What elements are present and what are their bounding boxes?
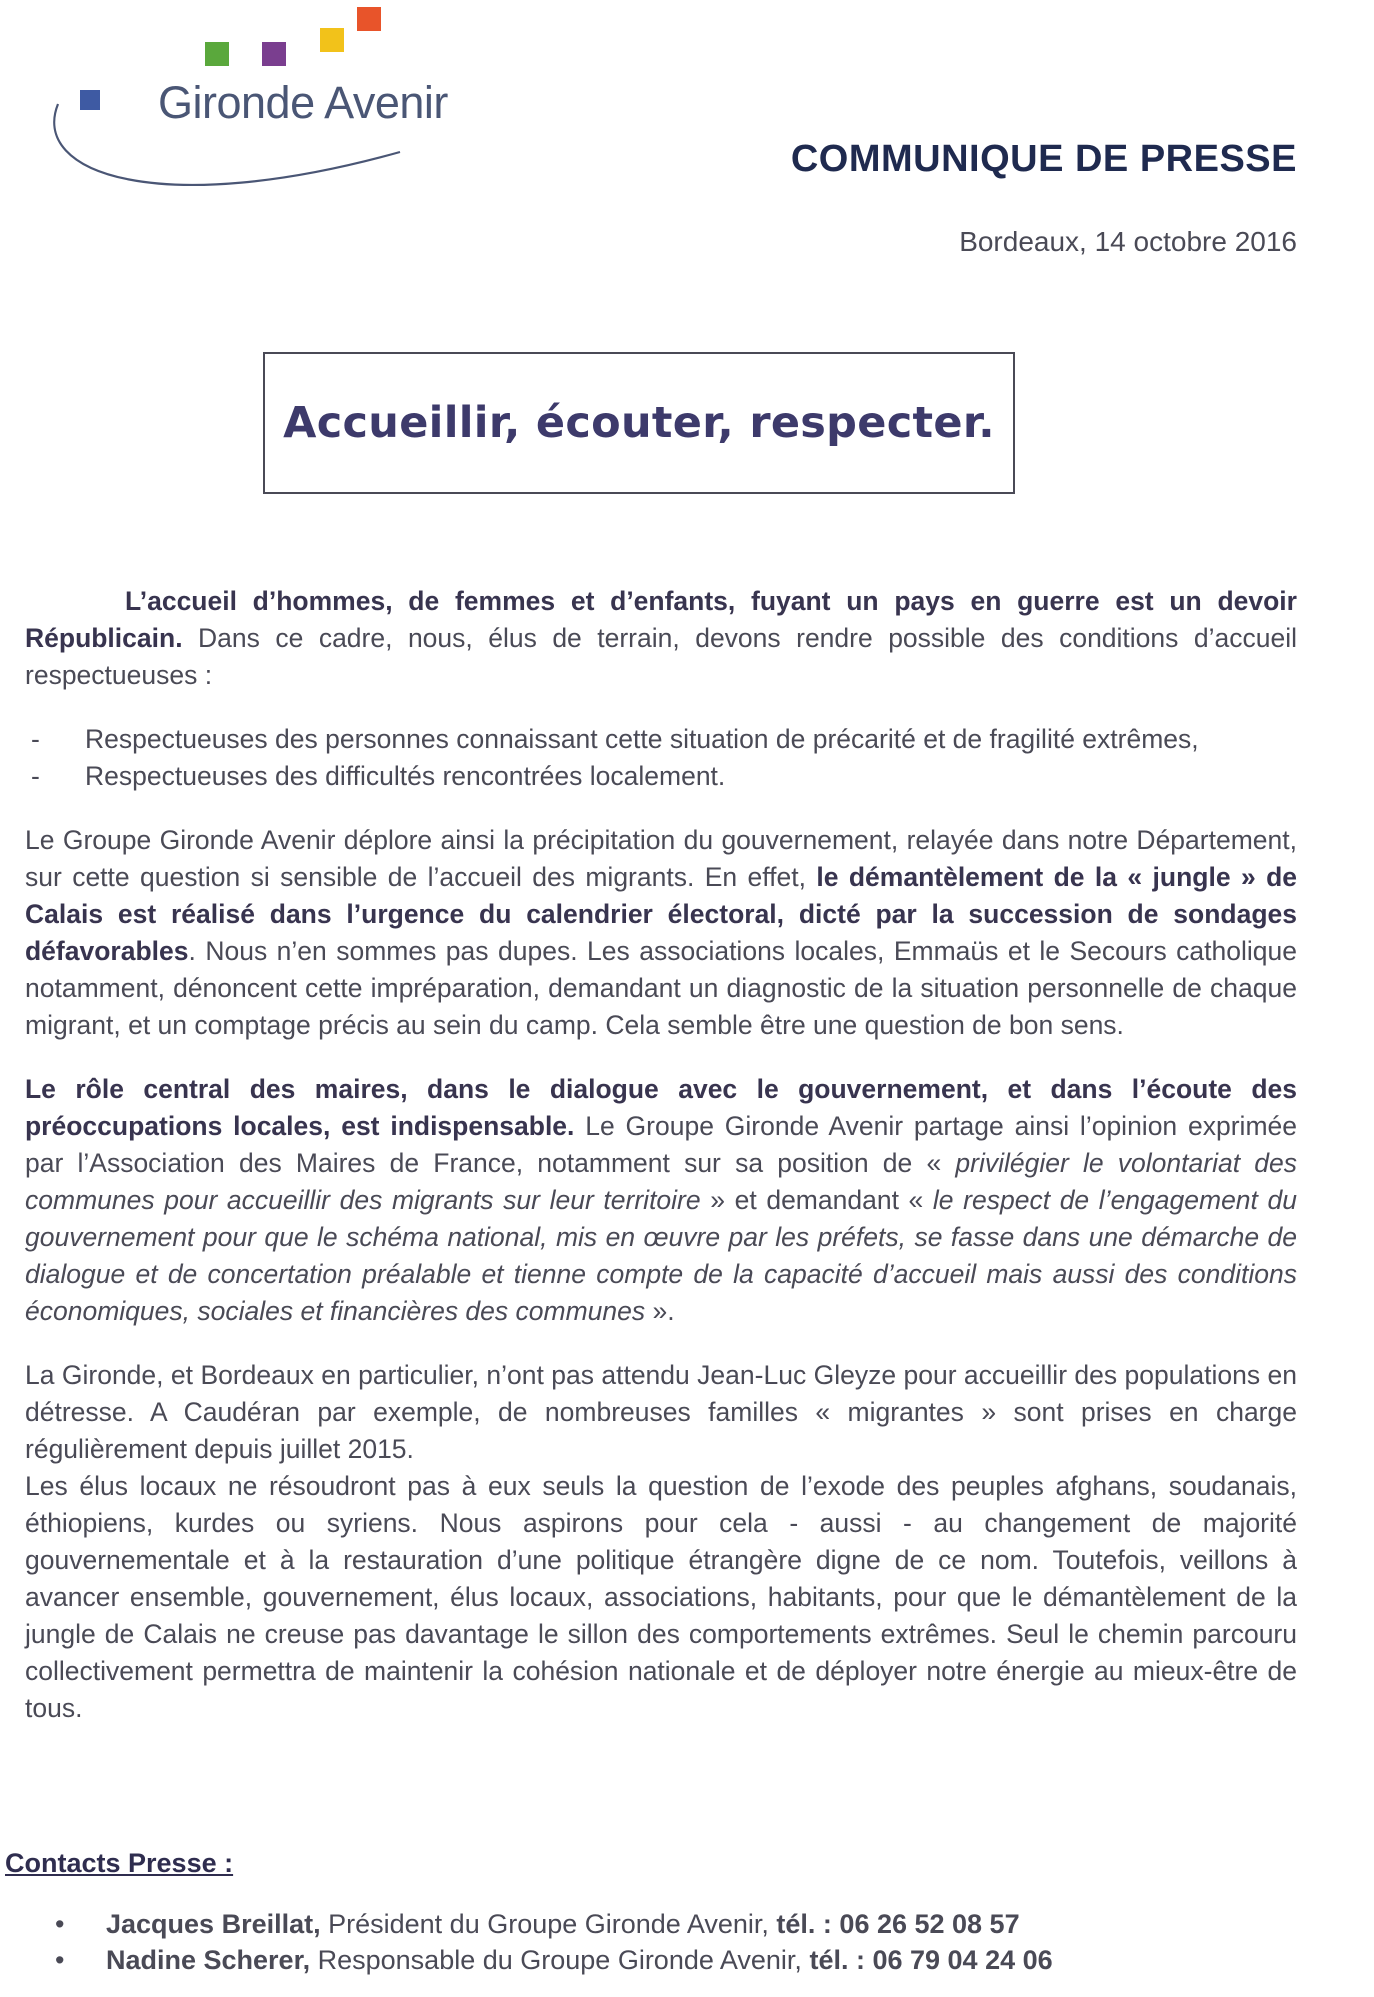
contact-role: Président du Groupe Gironde Avenir, [320, 1909, 777, 1939]
logo-square-yellow [320, 28, 344, 52]
contacts-list [55, 1906, 1053, 1978]
mayors-text: Le Groupe Gironde Avenir partage ainsi l’opinion exprimée par l’Association des Maires de France, notamment sur sa position de « [25, 1111, 1297, 1178]
contact-item [55, 1942, 1053, 1978]
contact-role: Responsable du Groupe Gironde Avenir, [310, 1945, 810, 1975]
intro-bold: L’accueil d’hommes, de femmes et d’enfants, fuyant un pays en guerre est un devoir Républicain. [25, 586, 1297, 653]
intro-rest: Dans ce cadre, nous, élus de terrain, devons rendre possible des conditions d’accueil respectueuses : [25, 623, 1297, 690]
paragraph-mayors [25, 1071, 1297, 1330]
contact-tel-label: tél. : [776, 1909, 832, 1939]
critique-text: Le Groupe Gironde Avenir déplore ainsi la précipitation du gouvernement, relayée dans notre Département, sur cette question si sensible de l’accueil des migrants. En effet, [25, 825, 1297, 892]
logo-square-orange [357, 7, 381, 31]
mayors-quote-1: privilégier le volontariat des communes pour accueillir des migrants sur leur territoire [25, 1148, 1297, 1215]
paragraph-gironde: La Gironde, et Bordeaux en particulier, n’ont pas attendu Jean-Luc Gleyze pour accueillir des populations en détresse. A Caudéran par exemple, de nombreuses familles « migrantes » sont prises en charge régulièrement depuis juillet 2015. [25, 1360, 1297, 1464]
respect-list [25, 721, 1297, 795]
gironde-avenir-logo [40, 4, 448, 224]
mayors-bold: Le rôle central des maires, dans le dialogue avec le gouvernement, et dans l’écoute des préoccupations locales, est indispensable. [25, 1074, 1297, 1141]
mayors-text-2: » et demandant « [700, 1185, 933, 1215]
list-item: - Respectueuses des difficultés rencontrées localement. [25, 758, 1297, 795]
contact-phone: 06 79 04 24 06 [864, 1945, 1053, 1975]
paragraph-intro [25, 583, 1297, 694]
contact-tel-label: tél. : [809, 1945, 865, 1975]
mayors-quote-2: le respect de l’engagement du gouvernement pour que le schéma national, mis en œuvre par les préfets, se fasse dans une démarche de dialogue et de concertation préalable et tienne compte de la capacité d’accueil mais aussi des conditions économiques, sociales et financières des communes [25, 1185, 1298, 1326]
paragraph-conclusion: Les élus locaux ne résoudront pas à eux seuls la question de l’exode des peuples afghans, soudanais, éthiopiens, kurdes ou syriens. Nous aspirons pour cela - aussi - au changement de majorité gouvernementale et à la restauration d’une politique étrangère digne de ce nom. Toutefois, veillons à avancer ensemble, gouvernement, élus locaux, associations, habitants, pour que le démantèlement de la jungle de Calais ne creuse pas davantage le sillon des comportements extrêmes. Seul le chemin parcouru collectivement permettra de maintenir la cohésion nationale et de déployer notre énergie au mieux-être de tous. [25, 1471, 1297, 1723]
contact-name: Nadine Scherer, [106, 1945, 311, 1975]
logo-text: Gironde Avenir [158, 77, 448, 128]
bullet-icon: • [55, 1909, 65, 1939]
logo-square-green [205, 42, 229, 66]
contacts-heading: Contacts Presse : [5, 1848, 234, 1878]
page-title: Accueillir, écouter, respecter. [283, 398, 995, 448]
critique-bold: le démantèlement de la « jungle » de Calais est réalisé dans l’urgence du calendrier électoral, dicté par la succession de sondages défavorables [25, 862, 1297, 966]
list-item: - Respectueuses des personnes connaissant cette situation de précarité et de fragilité extrêmes, [25, 721, 1297, 758]
paragraph-critique [25, 822, 1297, 1044]
date-line: Bordeaux, 14 octobre 2016 [959, 226, 1297, 257]
body-text [25, 583, 1297, 1754]
contact-item [55, 1906, 1053, 1942]
contact-phone: 06 26 52 08 57 [831, 1909, 1020, 1939]
mayors-text-end: ». [645, 1296, 675, 1326]
title-box [263, 352, 1015, 494]
press-release-heading: COMMUNIQUE DE PRESSE [790, 138, 1297, 180]
logo-square-purple [262, 42, 286, 66]
critique-text-end: . Nous n’en sommes pas dupes. Les associations locales, Emmaüs et le Secours catholique notamment, dénoncent cette impréparation, demandant un diagnostic de la situation personnelle de chaque migrant, et un comptage précis au sein du camp. Cela semble être une question de bon sens. [25, 936, 1297, 1040]
logo-square-blue [80, 90, 100, 110]
bullet-icon: • [55, 1945, 65, 1975]
contact-name: Jacques Breillat, [106, 1909, 321, 1939]
